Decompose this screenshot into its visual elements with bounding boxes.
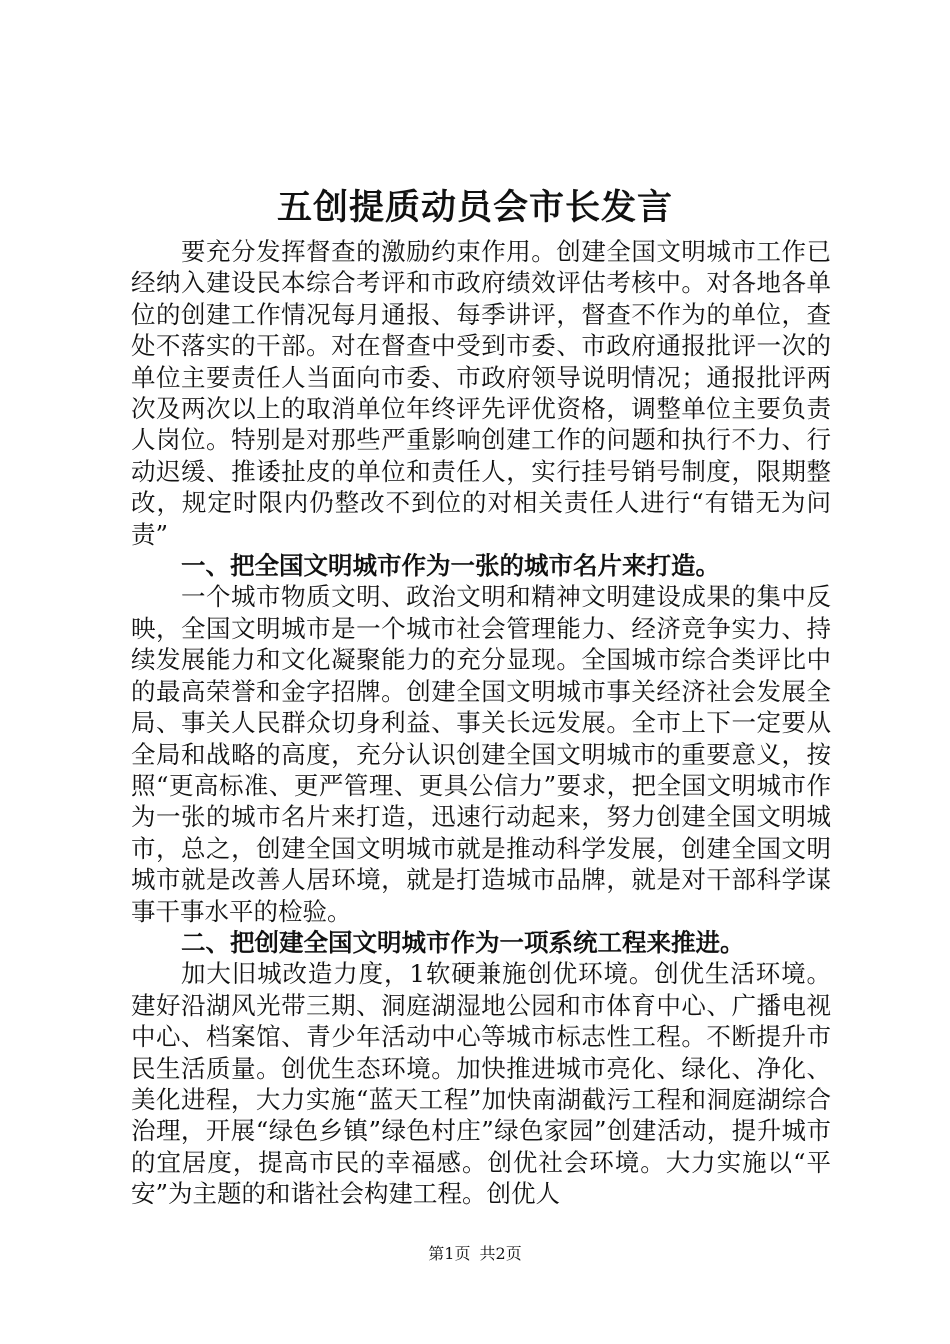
paragraph-environment: 加大旧城改造力度，1软硬兼施创优环境。创优生活环境。建好沿湖风光带三期、洞庭湖湿地公园和市体育中心、广播电视中心、档案馆、青少年活动中心等城市标志性工程。不断提升市民生活质量。创优生态环境。加快推进城市亮化、绿化、净化、美化进程，大力实施“蓝天工程”加快南湖截污工程和洞庭湖综合治理，开展“绿色乡镇”绿色村庄”绿色家园”创建活动，提升城市的宜居度，提高市民的幸福感。创优社会环境。大力实施以“平安”为主题的和谐社会构建工程。创优人: [131, 959, 831, 1209]
paragraph-city-card: 一个城市物质文明、政治文明和精神文明建设成果的集中反映，全国文明城市是一个城市社会管理能力、经济竞争实力、持续发展能力和文化凝聚能力的充分显现。全国城市综合类评比中的最高荣誉和金字招牌。创建全国文明城市事关经济社会发展全局、事关人民群众切身利益、事关长远发展。全市上下一定要从全局和战略的高度，充分认识创建全国文明城市的重要意义，按照“更高标准、更严管理、更具公信力”要求，把全国文明城市作为一张的城市名片来打造，迅速行动起来，努力创建全国文明城市，总之，创建全国文明城市就是推动科学发展，创建全国文明城市就是改善人居环境，就是打造城市品牌，就是对干部科学谋事干事水平的检验。: [131, 582, 831, 926]
document-title: 五创提质动员会市长发言: [276, 187, 673, 228]
document-body: [131, 236, 831, 1210]
paragraph-supervision: 要充分发挥督查的激励约束作用。创建全国文明城市工作已经纳入建设民本综合考评和市政府绩效评估考核中。对各地各单位的创建工作情况每月通报、每季讲评，督查不作为的单位，查处不落实的干部。对在督查中受到市委、市政府通报批评一次的单位主要责任人当面向市委、市政府领导说明情况；通报批评两次及两次以上的取消单位年终评先评优资格，调整单位主要负责人岗位。特别是对那些严重影响创建工作的问题和执行不力、行动迟缓、推诿扯皮的单位和责任人，实行挂号销号制度，限期整改，规定时限内仍整改不到位的对相关责任人进行“有错无为问责”: [131, 237, 831, 549]
page-number: 第1页: [428, 1244, 471, 1263]
page-total: 共2页: [479, 1244, 522, 1263]
section-heading-1: 一、把全国文明城市作为一张的城市名片来打造。: [181, 551, 720, 581]
section-heading-2: 二、把创建全国文明城市作为一项系统工程来推进。: [181, 927, 745, 957]
page-footer: [0, 1244, 950, 1264]
